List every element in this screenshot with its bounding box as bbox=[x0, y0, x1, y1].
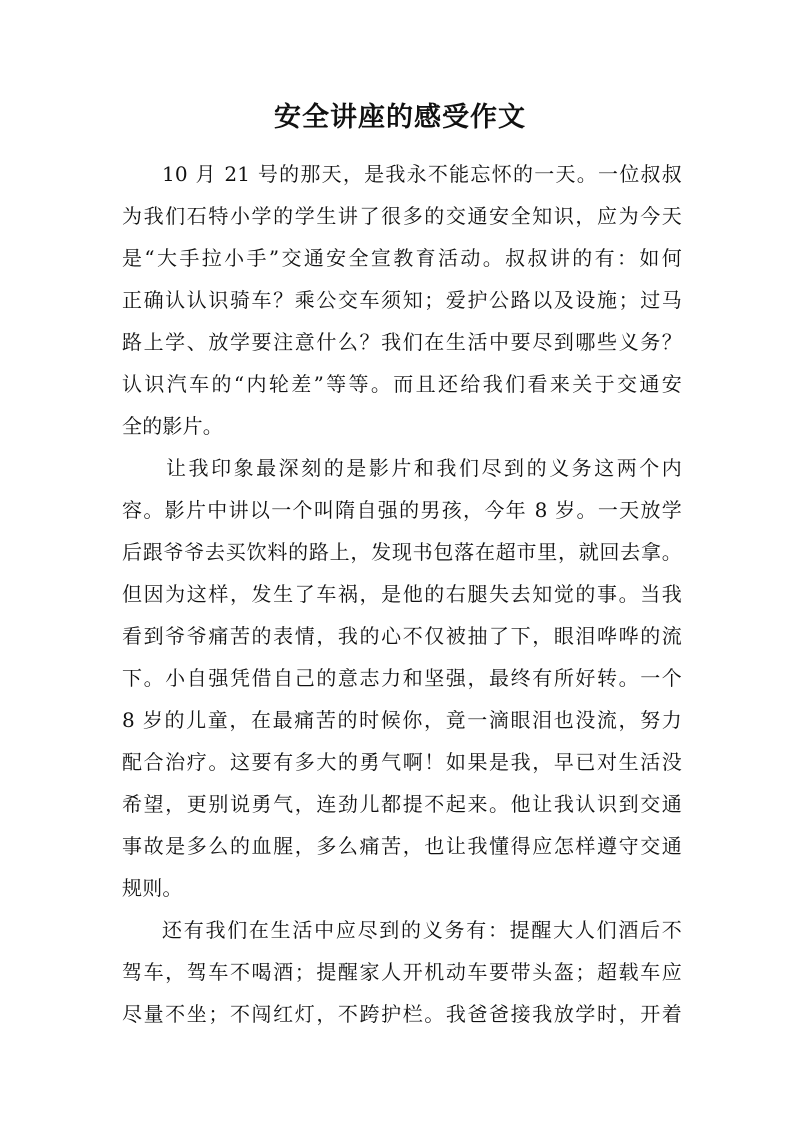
paragraph-2-line-2: 容。影片中讲以一个叫隋自强的男孩，今年 8 岁。一天放学 bbox=[122, 498, 682, 522]
paragraph-1-line-3: 是“大手拉小手”交通安全宣教育活动。叔叔讲的有：如何 bbox=[122, 246, 682, 270]
paragraph-1-line-7: 全的影片。 bbox=[122, 414, 223, 438]
document-title: 安全讲座的感受作文 bbox=[274, 102, 526, 133]
paragraph-3-line-1: 还有我们在生活中应尽到的义务有：提醒大人们酒后不 bbox=[162, 918, 682, 942]
paragraph-1-line-4: 正确认认识骑车？乘公交车须知；爱护公路以及设施；过马 bbox=[122, 288, 682, 312]
paragraph-3-line-3: 尽量不坐；不闯红灯，不跨护栏。我爸爸接我放学时，开着 bbox=[122, 1002, 682, 1026]
paragraph-2-line-5: 看到爷爷痛苦的表情，我的心不仅被抽了下，眼泪哗哗的流 bbox=[122, 624, 682, 648]
paragraph-1-line-5: 路上学、放学要注意什么？我们在生活中要尽到哪些义务？ bbox=[122, 330, 682, 354]
paragraph-1-line-6: 认识汽车的“内轮差”等等。而且还给我们看来关于交通安 bbox=[122, 372, 682, 396]
paragraph-2-line-8: 配合治疗。这要有多大的勇气啊！如果是我，早已对生活没 bbox=[122, 750, 682, 774]
paragraph-3-line-2: 驾车，驾车不喝酒；提醒家人开机动车要带头盔；超载车应 bbox=[122, 960, 682, 984]
paragraph-2-line-4: 但因为这样，发生了车祸，是他的右腿失去知觉的事。当我 bbox=[122, 582, 682, 606]
paragraph-2-line-9: 希望，更别说勇气，连劲儿都提不起来。他让我认识到交通 bbox=[122, 792, 682, 816]
paragraph-2-line-7: 8 岁的儿童，在最痛苦的时候你，竟一滴眼泪也没流，努力 bbox=[122, 708, 682, 732]
document-body bbox=[122, 153, 682, 1035]
paragraph-2-line-6: 下。小自强凭借自己的意志力和坚强，最终有所好转。一个 bbox=[122, 666, 682, 690]
paragraph-2-line-1: 让我印象最深刻的是影片和我们尽到的义务这两个内 bbox=[166, 456, 682, 480]
paragraph-1-line-1: 10 月 21 号的那天，是我永不能忘怀的一天。一位叔叔 bbox=[162, 162, 682, 186]
paragraph-1-line-2: 为我们石特小学的学生讲了很多的交通安全知识，应为今天 bbox=[122, 204, 682, 228]
paragraph-2-line-3: 后跟爷爷去买饮料的路上，发现书包落在超市里，就回去拿。 bbox=[122, 540, 682, 564]
paragraph-2-line-10: 事故是多么的血腥，多么痛苦，也让我懂得应怎样遵守交通 bbox=[122, 834, 682, 858]
paragraph-2-line-11: 规则。 bbox=[122, 876, 183, 900]
